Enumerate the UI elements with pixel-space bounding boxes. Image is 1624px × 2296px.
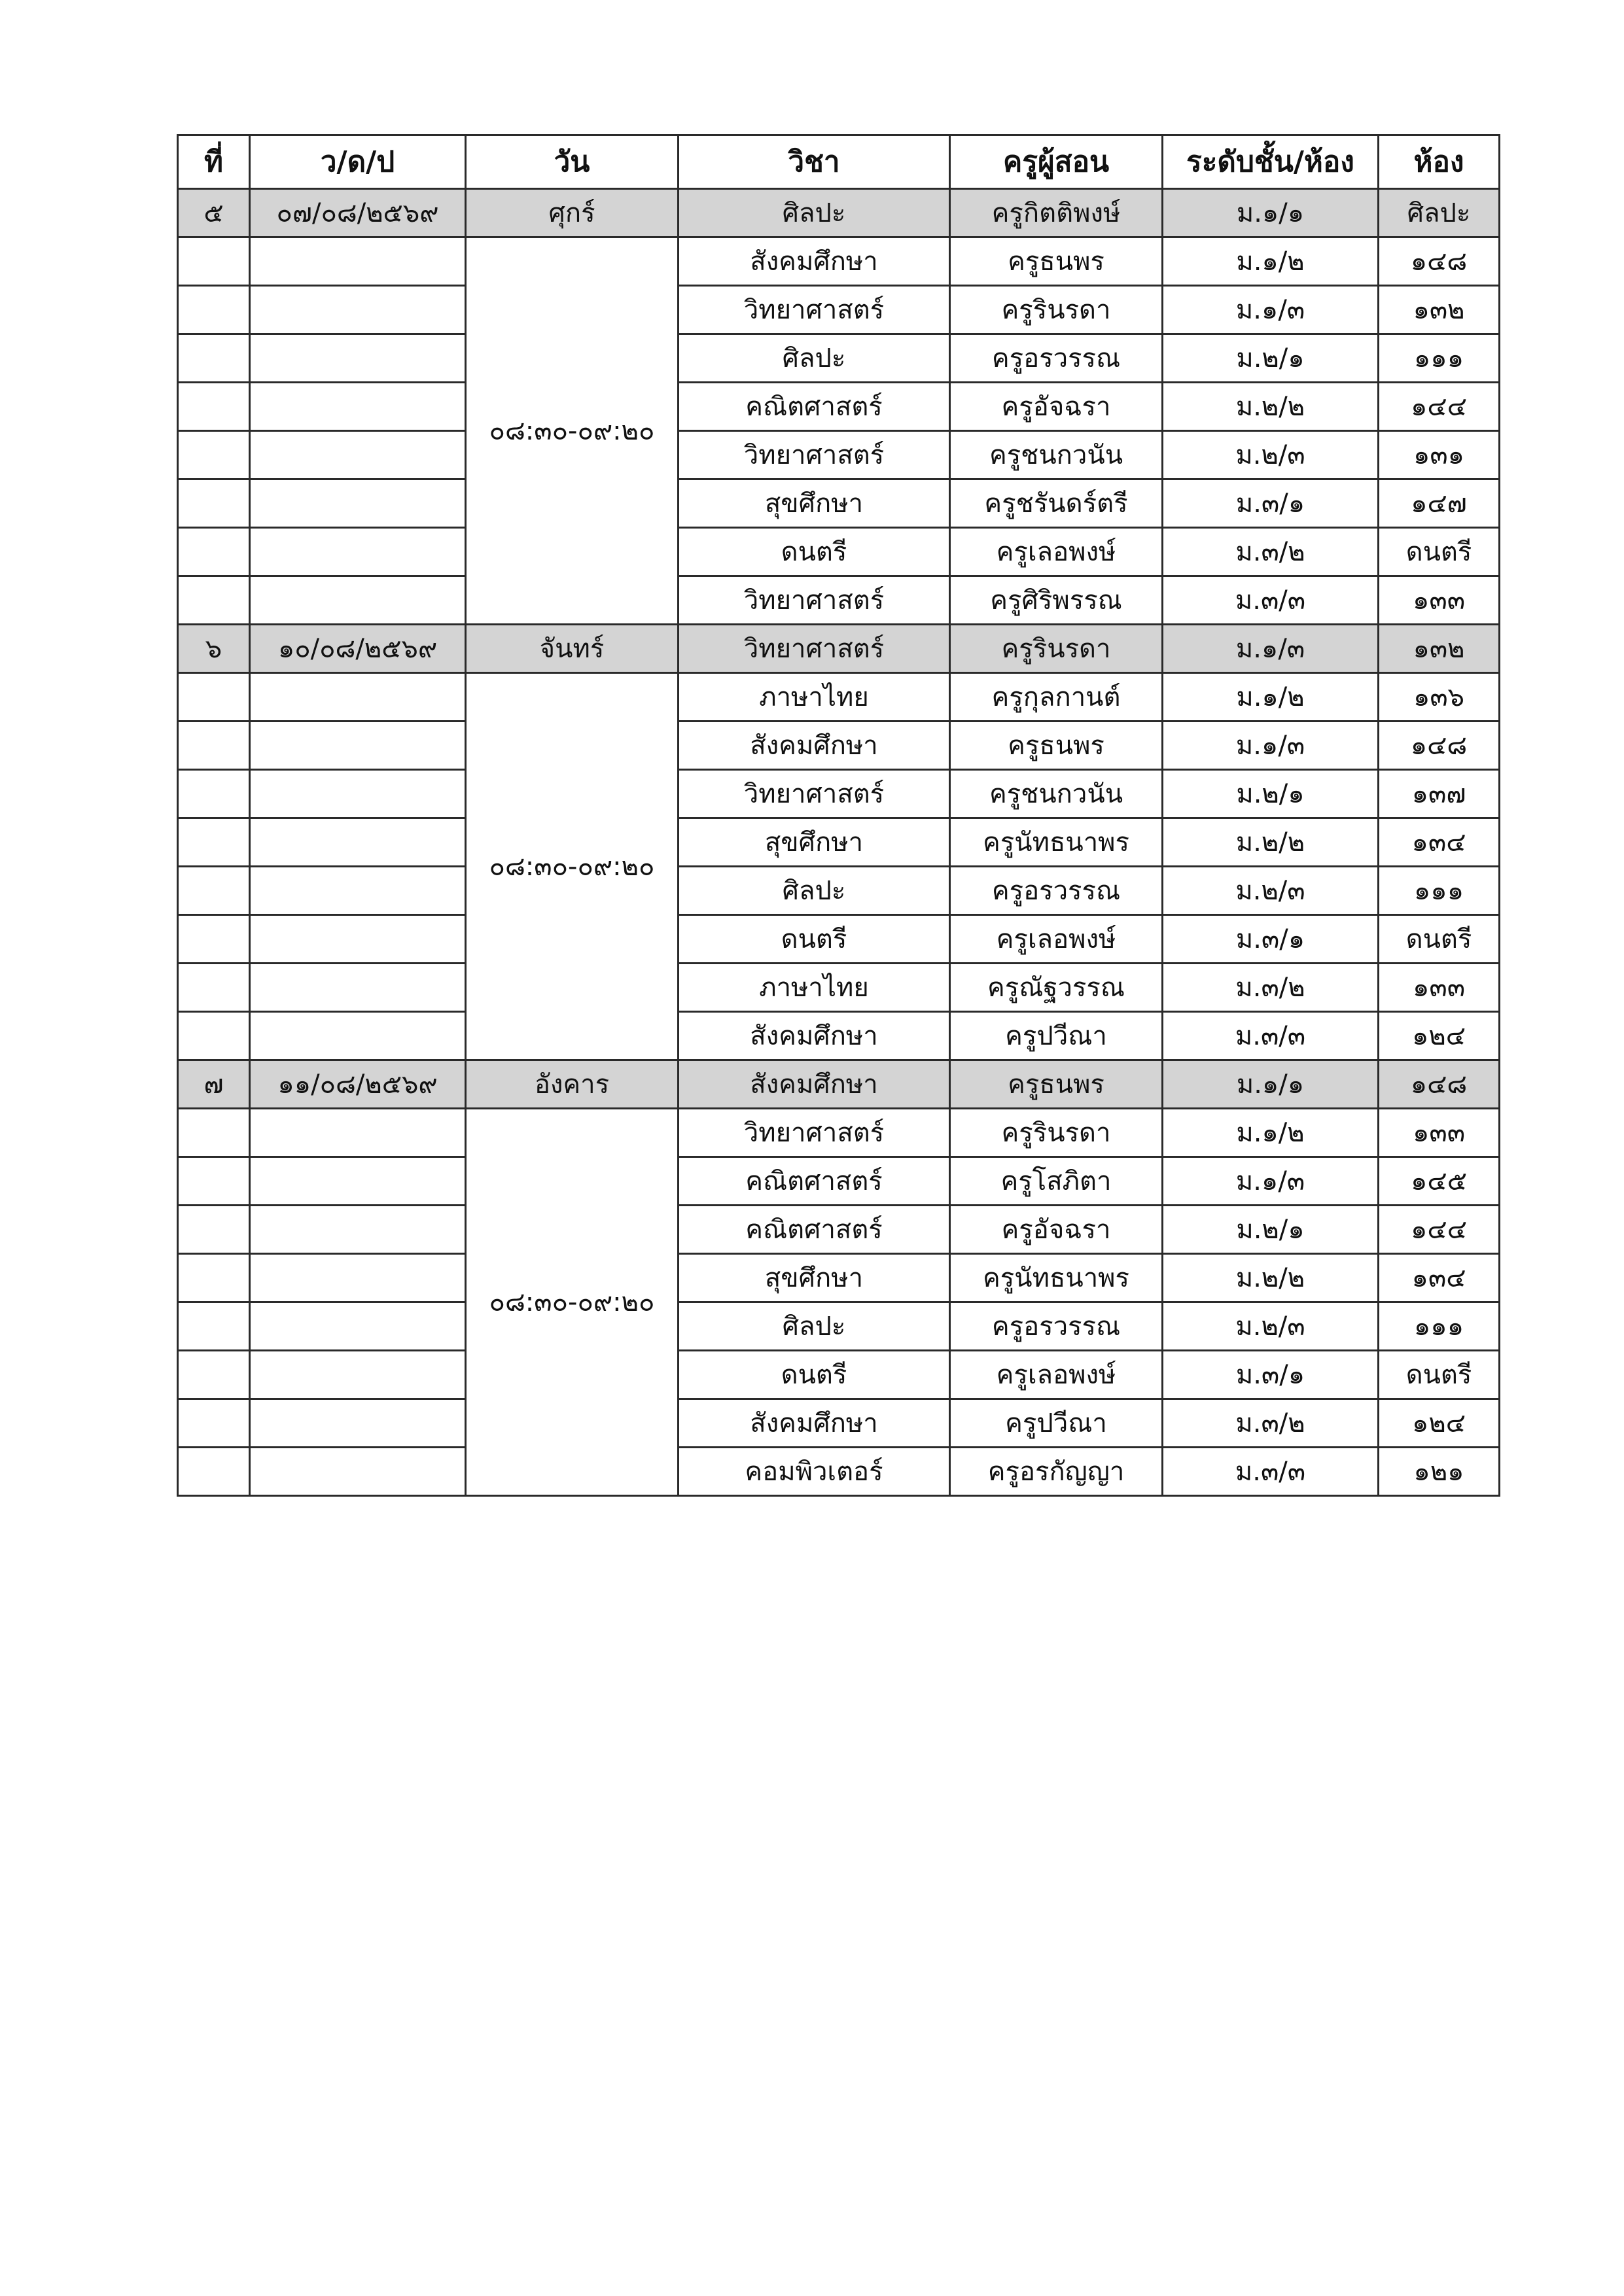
subject-cell: สุขศึกษา	[679, 818, 950, 867]
row-number-cell	[178, 237, 250, 286]
room-cell: ๑๑๑	[1379, 867, 1500, 915]
table-row	[178, 479, 1500, 528]
level-cell: ม.๒/๓	[1163, 431, 1379, 479]
row-number-cell	[178, 867, 250, 915]
row-number-cell	[178, 528, 250, 576]
group-head-row	[178, 1060, 1500, 1109]
table-row	[178, 431, 1500, 479]
room-cell: ๑๒๔	[1379, 1012, 1500, 1060]
date-cell	[250, 383, 466, 431]
table-row	[178, 237, 1500, 286]
time-cell: ๐๘:๓๐-๐๙:๒๐	[466, 1109, 679, 1496]
teacher-cell: ครูธนพร	[950, 237, 1163, 286]
room-cell: ๑๑๑	[1379, 1302, 1500, 1351]
row-number-cell	[178, 770, 250, 818]
level-cell: ม.๑/๒	[1163, 673, 1379, 722]
teacher-cell: ครูธนพร	[950, 1060, 1163, 1109]
room-cell: ๑๔๘	[1379, 722, 1500, 770]
subject-cell: สังคมศึกษา	[679, 237, 950, 286]
row-number-cell	[178, 479, 250, 528]
level-cell: ม.๓/๓	[1163, 576, 1379, 625]
row-number-cell	[178, 334, 250, 383]
subject-cell: สังคมศึกษา	[679, 1012, 950, 1060]
level-cell: ม.๓/๑	[1163, 915, 1379, 964]
room-cell: ๑๒๑	[1379, 1448, 1500, 1496]
table-row	[178, 1399, 1500, 1448]
subject-cell: ศิลปะ	[679, 334, 950, 383]
level-cell: ม.๒/๓	[1163, 867, 1379, 915]
room-cell: ศิลปะ	[1379, 189, 1500, 237]
subject-cell: สังคมศึกษา	[679, 722, 950, 770]
table-row	[178, 1109, 1500, 1157]
room-cell: ๑๓๓	[1379, 576, 1500, 625]
header-room: ห้อง	[1379, 135, 1500, 189]
table-row	[178, 383, 1500, 431]
header-date: ว/ด/ป	[250, 135, 466, 189]
subject-cell: วิทยาศาสตร์	[679, 625, 950, 673]
table-row	[178, 1448, 1500, 1496]
date-cell	[250, 1206, 466, 1254]
row-number-cell	[178, 915, 250, 964]
header-row	[178, 135, 1500, 189]
date-cell: ๑๑/๐๘/๒๕๖๙	[250, 1060, 466, 1109]
teacher-cell: ครูศิริพรรณ	[950, 576, 1163, 625]
row-number-cell	[178, 286, 250, 334]
date-cell	[250, 1351, 466, 1399]
level-cell: ม.๒/๒	[1163, 1254, 1379, 1302]
table-row	[178, 673, 1500, 722]
day-cell: อังคาร	[466, 1060, 679, 1109]
teacher-cell: ครูอรวรรณ	[950, 867, 1163, 915]
row-number-cell	[178, 383, 250, 431]
date-cell	[250, 915, 466, 964]
subject-cell: คอมพิวเตอร์	[679, 1448, 950, 1496]
day-cell: จันทร์	[466, 625, 679, 673]
level-cell: ม.๒/๑	[1163, 334, 1379, 383]
date-cell	[250, 1157, 466, 1206]
teacher-cell: ครูกิตติพงษ์	[950, 189, 1163, 237]
row-number-cell: ๖	[178, 625, 250, 673]
row-number-cell	[178, 1109, 250, 1157]
teacher-cell: ครูอรวรรณ	[950, 334, 1163, 383]
date-cell	[250, 1302, 466, 1351]
room-cell: ๑๔๔	[1379, 1206, 1500, 1254]
table-row	[178, 286, 1500, 334]
level-cell: ม.๑/๓	[1163, 1157, 1379, 1206]
room-cell: ๑๔๘	[1379, 237, 1500, 286]
subject-cell: ศิลปะ	[679, 189, 950, 237]
subject-cell: สังคมศึกษา	[679, 1060, 950, 1109]
level-cell: ม.๑/๓	[1163, 625, 1379, 673]
subject-cell: คณิตศาสตร์	[679, 383, 950, 431]
date-cell	[250, 431, 466, 479]
row-number-cell	[178, 576, 250, 625]
subject-cell: วิทยาศาสตร์	[679, 431, 950, 479]
level-cell: ม.๒/๑	[1163, 1206, 1379, 1254]
level-cell: ม.๑/๑	[1163, 1060, 1379, 1109]
row-number-cell	[178, 1012, 250, 1060]
subject-cell: วิทยาศาสตร์	[679, 1109, 950, 1157]
date-cell	[250, 722, 466, 770]
row-number-cell	[178, 431, 250, 479]
date-cell	[250, 528, 466, 576]
teacher-cell: ครูนัทธนาพร	[950, 1254, 1163, 1302]
room-cell: ๑๓๔	[1379, 1254, 1500, 1302]
teacher-cell: ครูชนกวนัน	[950, 770, 1163, 818]
date-cell	[250, 1109, 466, 1157]
level-cell: ม.๑/๓	[1163, 722, 1379, 770]
room-cell: ๑๓๗	[1379, 770, 1500, 818]
teacher-cell: ครูชรันดร์ตรี	[950, 479, 1163, 528]
teacher-cell: ครูอัจฉรา	[950, 1206, 1163, 1254]
teacher-cell: ครูปวีณา	[950, 1012, 1163, 1060]
row-number-cell	[178, 1157, 250, 1206]
subject-cell: ภาษาไทย	[679, 673, 950, 722]
subject-cell: สุขศึกษา	[679, 1254, 950, 1302]
room-cell: ๑๔๕	[1379, 1157, 1500, 1206]
room-cell: ๑๔๗	[1379, 479, 1500, 528]
table-row	[178, 915, 1500, 964]
date-cell	[250, 479, 466, 528]
row-number-cell	[178, 673, 250, 722]
level-cell: ม.๓/๒	[1163, 1399, 1379, 1448]
level-cell: ม.๑/๒	[1163, 1109, 1379, 1157]
room-cell: ๑๓๔	[1379, 818, 1500, 867]
teacher-cell: ครูกุลกานต์	[950, 673, 1163, 722]
table-row	[178, 770, 1500, 818]
header-subject: วิชา	[679, 135, 950, 189]
teacher-cell: ครูธนพร	[950, 722, 1163, 770]
row-number-cell	[178, 1206, 250, 1254]
table-row	[178, 1206, 1500, 1254]
row-number-cell: ๕	[178, 189, 250, 237]
level-cell: ม.๓/๓	[1163, 1448, 1379, 1496]
time-cell: ๐๘:๓๐-๐๙:๒๐	[466, 237, 679, 625]
table-row	[178, 1254, 1500, 1302]
date-cell	[250, 1399, 466, 1448]
date-cell	[250, 286, 466, 334]
teacher-cell: ครูรินรดา	[950, 625, 1163, 673]
room-cell: ดนตรี	[1379, 528, 1500, 576]
room-cell: ๑๓๒	[1379, 286, 1500, 334]
table-row	[178, 1302, 1500, 1351]
day-cell: ศุกร์	[466, 189, 679, 237]
level-cell: ม.๓/๓	[1163, 1012, 1379, 1060]
subject-cell: ดนตรี	[679, 915, 950, 964]
subject-cell: ดนตรี	[679, 528, 950, 576]
room-cell: ๑๑๑	[1379, 334, 1500, 383]
row-number-cell	[178, 722, 250, 770]
date-cell	[250, 237, 466, 286]
room-cell: ๑๓๓	[1379, 1109, 1500, 1157]
subject-cell: ศิลปะ	[679, 867, 950, 915]
time-cell: ๐๘:๓๐-๐๙:๒๐	[466, 673, 679, 1060]
subject-cell: ภาษาไทย	[679, 964, 950, 1012]
row-number-cell	[178, 1399, 250, 1448]
exam-schedule-table	[177, 134, 1500, 1497]
table-row	[178, 334, 1500, 383]
table-row	[178, 722, 1500, 770]
subject-cell: ศิลปะ	[679, 1302, 950, 1351]
table-row	[178, 528, 1500, 576]
room-cell: ๑๔๘	[1379, 1060, 1500, 1109]
subject-cell: วิทยาศาสตร์	[679, 576, 950, 625]
room-cell: ๑๓๓	[1379, 964, 1500, 1012]
level-cell: ม.๑/๒	[1163, 237, 1379, 286]
date-cell	[250, 576, 466, 625]
table-row	[178, 576, 1500, 625]
level-cell: ม.๒/๑	[1163, 770, 1379, 818]
header-teacher: ครูผู้สอน	[950, 135, 1163, 189]
group-head-row	[178, 189, 1500, 237]
table-row	[178, 1157, 1500, 1206]
room-cell: ดนตรี	[1379, 1351, 1500, 1399]
teacher-cell: ครูปวีณา	[950, 1399, 1163, 1448]
date-cell	[250, 867, 466, 915]
date-cell: ๑๐/๐๘/๒๕๖๙	[250, 625, 466, 673]
row-number-cell	[178, 1254, 250, 1302]
header-no: ที่	[178, 135, 250, 189]
teacher-cell: ครูรินรดา	[950, 286, 1163, 334]
date-cell	[250, 1448, 466, 1496]
level-cell: ม.๓/๑	[1163, 479, 1379, 528]
header-day: วัน	[466, 135, 679, 189]
level-cell: ม.๓/๒	[1163, 528, 1379, 576]
subject-cell: สังคมศึกษา	[679, 1399, 950, 1448]
level-cell: ม.๑/๓	[1163, 286, 1379, 334]
level-cell: ม.๓/๒	[1163, 964, 1379, 1012]
date-cell	[250, 770, 466, 818]
teacher-cell: ครูชนกวนัน	[950, 431, 1163, 479]
level-cell: ม.๒/๓	[1163, 1302, 1379, 1351]
row-number-cell	[178, 1351, 250, 1399]
teacher-cell: ครูอัจฉรา	[950, 383, 1163, 431]
row-number-cell	[178, 964, 250, 1012]
table-row	[178, 964, 1500, 1012]
room-cell: ๑๓๑	[1379, 431, 1500, 479]
subject-cell: ดนตรี	[679, 1351, 950, 1399]
teacher-cell: ครูเลอพงษ์	[950, 528, 1163, 576]
group-head-row	[178, 625, 1500, 673]
teacher-cell: ครูรินรดา	[950, 1109, 1163, 1157]
subject-cell: สุขศึกษา	[679, 479, 950, 528]
date-cell	[250, 1012, 466, 1060]
subject-cell: วิทยาศาสตร์	[679, 286, 950, 334]
room-cell: ๑๓๖	[1379, 673, 1500, 722]
room-cell: ๑๓๒	[1379, 625, 1500, 673]
subject-cell: คณิตศาสตร์	[679, 1157, 950, 1206]
table-row	[178, 1012, 1500, 1060]
subject-cell: คณิตศาสตร์	[679, 1206, 950, 1254]
level-cell: ม.๒/๒	[1163, 383, 1379, 431]
row-number-cell	[178, 1302, 250, 1351]
level-cell: ม.๒/๒	[1163, 818, 1379, 867]
table-row	[178, 1351, 1500, 1399]
teacher-cell: ครูเลอพงษ์	[950, 915, 1163, 964]
header-level: ระดับชั้น/ห้อง	[1163, 135, 1379, 189]
date-cell	[250, 818, 466, 867]
schedule-body	[178, 189, 1500, 1496]
teacher-cell: ครูโสภิตา	[950, 1157, 1163, 1206]
teacher-cell: ครูอรกัญญา	[950, 1448, 1163, 1496]
level-cell: ม.๑/๑	[1163, 189, 1379, 237]
date-cell	[250, 673, 466, 722]
room-cell: ๑๔๔	[1379, 383, 1500, 431]
subject-cell: วิทยาศาสตร์	[679, 770, 950, 818]
row-number-cell: ๗	[178, 1060, 250, 1109]
table-row	[178, 818, 1500, 867]
date-cell	[250, 964, 466, 1012]
teacher-cell: ครูเลอพงษ์	[950, 1351, 1163, 1399]
teacher-cell: ครูณัฐวรรณ	[950, 964, 1163, 1012]
date-cell	[250, 1254, 466, 1302]
table-row	[178, 867, 1500, 915]
room-cell: ๑๒๔	[1379, 1399, 1500, 1448]
row-number-cell	[178, 1448, 250, 1496]
date-cell: ๐๗/๐๘/๒๕๖๙	[250, 189, 466, 237]
teacher-cell: ครูอรวรรณ	[950, 1302, 1163, 1351]
level-cell: ม.๓/๑	[1163, 1351, 1379, 1399]
row-number-cell	[178, 818, 250, 867]
date-cell	[250, 334, 466, 383]
room-cell: ดนตรี	[1379, 915, 1500, 964]
teacher-cell: ครูนัทธนาพร	[950, 818, 1163, 867]
